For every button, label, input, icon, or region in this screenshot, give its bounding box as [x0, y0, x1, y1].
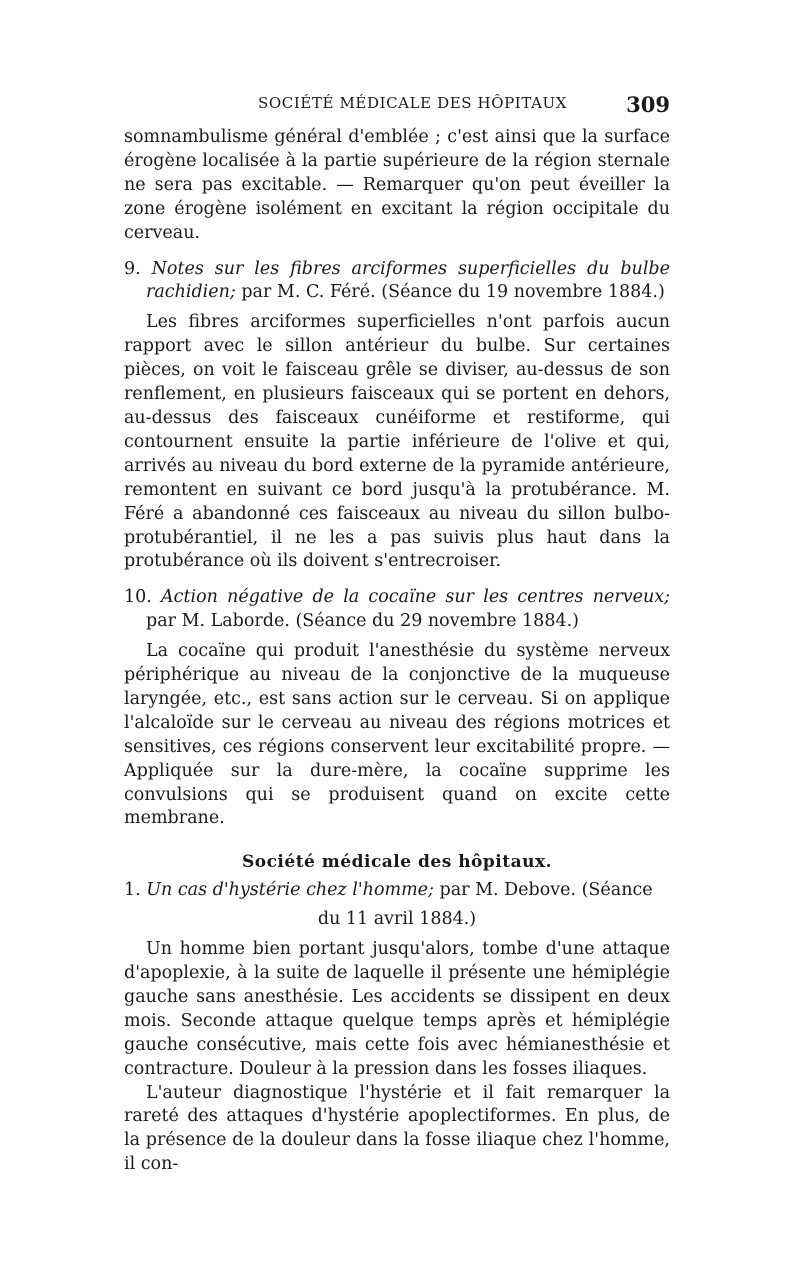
entry-1-number: 1. — [124, 880, 141, 901]
running-title: SOCIÉTÉ MÉDICALE DES HÔPITAUX — [258, 94, 568, 112]
entry-10-title: Action négative de la cocaïne sur les centres nerveux; — [161, 587, 670, 608]
page-body — [124, 126, 670, 1177]
paragraph-diagnosis: L'auteur diagnostique l'hystérie et il fait remarquer la rareté des attaques d'hystérie apoplectiformes. En plus, de la présence de la douleur dans la fosse iliaque chez l'homme, il con- — [124, 1082, 670, 1175]
entry-1 — [124, 879, 670, 903]
entry-10-citation: par M. Laborde. (Séance du 29 novembre 1884.) — [146, 611, 579, 632]
entry-1-citation: par M. Debove. (Séance — [433, 880, 653, 901]
paragraph-hysteria-case: Un homme bien portant jusqu'alors, tombe d'une attaque d'apoplexie, à la suite de laquelle il présente une hémiplégie gauche sans anesthésie. Les accidents se dissipent en deux mois. Seconde attaque quelque temps après et hémiplégie gauche consécutive, mais cette fois avec hémianesthésie et contracture. Douleur à la pression dans les fosses iliaques. — [124, 939, 670, 1079]
entry-10-number: 10. — [124, 587, 152, 608]
entry-9-citation: par M. C. Féré. (Séance du 19 novembre 1884.) — [235, 282, 665, 303]
entry-1-date: du 11 avril 1884.) — [317, 909, 477, 930]
entry-9 — [124, 258, 670, 306]
entry-9-title: Notes sur les fibres arciformes superficielles du bulbe rachidien; — [146, 258, 670, 303]
section-heading: Société médicale des hôpitaux. — [241, 852, 553, 873]
running-head — [124, 92, 670, 120]
paragraph-continuation: somnambulisme général d'emblée ; c'est ainsi que la surface érogène localisée à la partie supérieure de la région sternale ne sera pas excitable. — Remarquer qu'on peut éveiller la zone érogène isolément en excitant la région occipitale du cerveau. — [124, 127, 670, 243]
paragraph-cocaine: La cocaïne qui produit l'anesthésie du système nerveux périphérique au niveau de la conjonctive de la muqueuse laryngée, etc., est sans action sur le cerveau. Si on applique l'alcaloïde sur le cerveau au niveau des régions motrices et sensitives, ces régions conservent leur excitabilité propre. — Appliquée sur la dure-mère, la cocaïne supprime les convulsions qui se produisent quand on excite cette membrane. — [124, 641, 670, 829]
entry-9-number: 9. — [124, 258, 141, 279]
page-number: 309 — [626, 92, 670, 117]
entry-1-title: Un cas d'hystérie chez l'homme; — [146, 880, 434, 901]
entry-10 — [124, 586, 670, 634]
paragraph-fibres-arciformes: Les fibres arciformes superficielles n'ont parfois aucun rapport avec le sillon antérieur du bulbe. Sur certaines pièces, on voit le faisceau grêle se diviser, au-dessus de son renflement, en plusieurs faisceaux qui se portent en dehors, au-dessus des faisceaux cunéiforme et restiforme, qui contournent ensuite la partie inférieure de l'olive et qui, arrivés au niveau du bord externe de la pyramide antérieure, remontent en suivant ce bord jusqu'à la protubérance. M. Féré a abandonné ces faisceaux au niveau du sillon bulbo-protubérantiel, il ne les a pas suivis plus haut dans la protubérance où ils doivent s'entrecroiser. — [124, 312, 670, 572]
